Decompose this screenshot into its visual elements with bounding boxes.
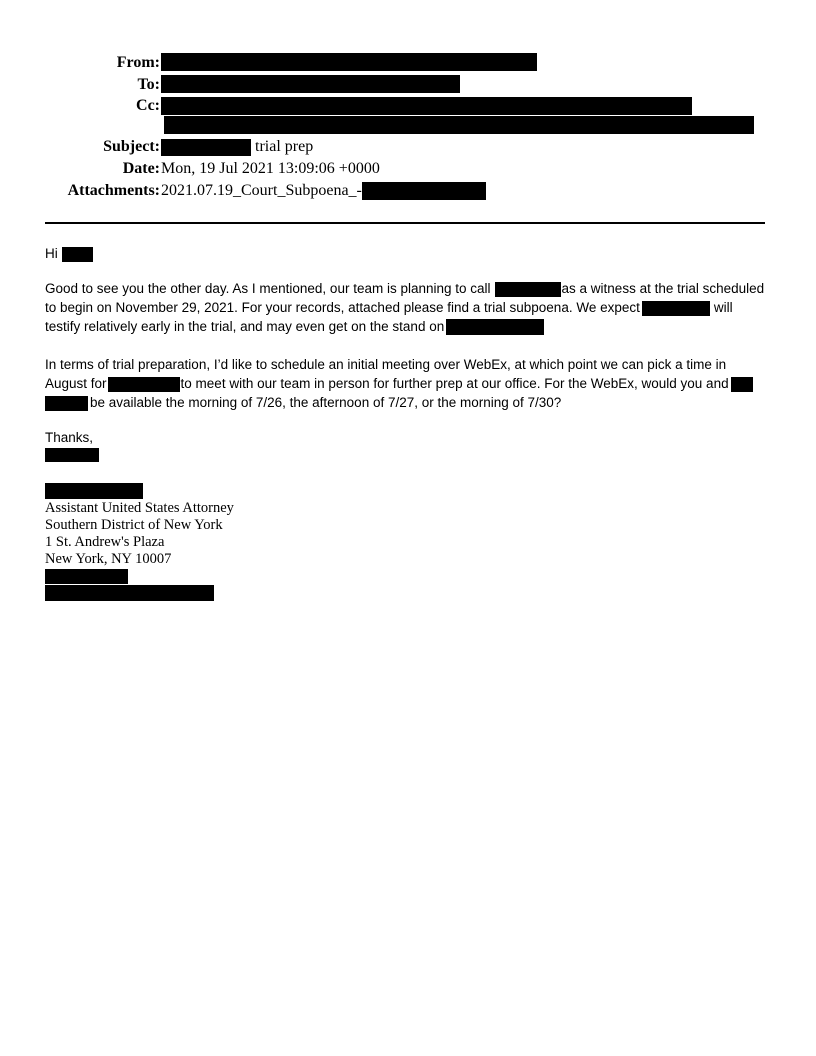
subject-value bbox=[161, 137, 313, 157]
attachment-name: 2021.07.19_Court_Subpoena_- bbox=[161, 182, 362, 199]
p2-text-a: August for bbox=[45, 376, 107, 391]
to-label: To: bbox=[137, 76, 160, 93]
signature-office: Southern District of New York bbox=[45, 517, 223, 533]
attachment-redaction bbox=[362, 182, 486, 200]
date-label: Date: bbox=[122, 160, 160, 177]
greeting-line bbox=[45, 244, 770, 263]
name-redaction-1 bbox=[731, 377, 753, 392]
greeting-text: Hi bbox=[45, 246, 58, 261]
p1-text-e: testify relatively early in the trial, and may even get on the stand on bbox=[45, 319, 445, 334]
p2-text-c: be available the morning of 7/26, the afternoon of 7/27, or the morning of 7/30? bbox=[90, 395, 562, 410]
cc-redaction-2 bbox=[164, 116, 754, 134]
date-value: Mon, 19 Jul 2021 13:09:06 +0000 bbox=[161, 160, 380, 177]
attachment-value bbox=[161, 181, 486, 201]
signature-email-redaction bbox=[45, 585, 214, 601]
signature-address-1: 1 St. Andrew's Plaza bbox=[45, 534, 165, 550]
closing-line: Thanks, bbox=[45, 430, 94, 445]
cc-label: Cc: bbox=[136, 97, 160, 114]
date-redaction bbox=[446, 319, 544, 335]
cc-redaction-1 bbox=[161, 97, 692, 115]
greeting-redaction bbox=[62, 247, 93, 262]
to-redaction bbox=[161, 75, 460, 93]
signature-title: Assistant United States Attorney bbox=[45, 500, 234, 516]
paragraph-2 bbox=[45, 355, 770, 412]
p2-line-1: In terms of trial preparation, I’d like to schedule an initial meeting over WebEx, at which point we can pick a time in bbox=[45, 357, 727, 372]
p1-text-d: will bbox=[713, 300, 733, 315]
p2-line-3 bbox=[45, 393, 770, 412]
subject-label: Subject: bbox=[103, 138, 160, 155]
name-redaction-2 bbox=[45, 396, 88, 411]
header-divider bbox=[45, 222, 765, 224]
signature-phone-redaction bbox=[45, 569, 128, 584]
subject-redaction bbox=[161, 139, 251, 156]
attachments-label: Attachments: bbox=[67, 182, 160, 199]
signature-name-redaction bbox=[45, 483, 143, 499]
paragraph-1 bbox=[45, 279, 770, 336]
sender-name-redaction bbox=[45, 448, 99, 462]
p1-line-3 bbox=[45, 317, 770, 336]
from-label: From: bbox=[116, 54, 160, 71]
signature-address-2: New York, NY 10007 bbox=[45, 551, 172, 567]
p2-line-2 bbox=[45, 374, 770, 393]
witness-redaction-1 bbox=[495, 282, 561, 297]
subject-text: trial prep bbox=[255, 138, 314, 155]
witness-redaction-3 bbox=[108, 377, 180, 392]
p2-text-b: to meet with our team in person for further prep at our office. For the WebEx, would you and bbox=[180, 376, 729, 391]
p1-text-b: as a witness at the trial scheduled bbox=[561, 281, 765, 296]
p1-line-2 bbox=[45, 298, 770, 317]
p1-text-c: to begin on November 29, 2021. For your records, attached please find a trial subpoena. We expect bbox=[45, 300, 640, 315]
from-redaction bbox=[161, 53, 537, 71]
p1-line-1 bbox=[45, 279, 770, 298]
p1-text-a: Good to see you the other day. As I mentioned, our team is planning to call bbox=[45, 281, 491, 296]
witness-redaction-2 bbox=[642, 301, 710, 316]
